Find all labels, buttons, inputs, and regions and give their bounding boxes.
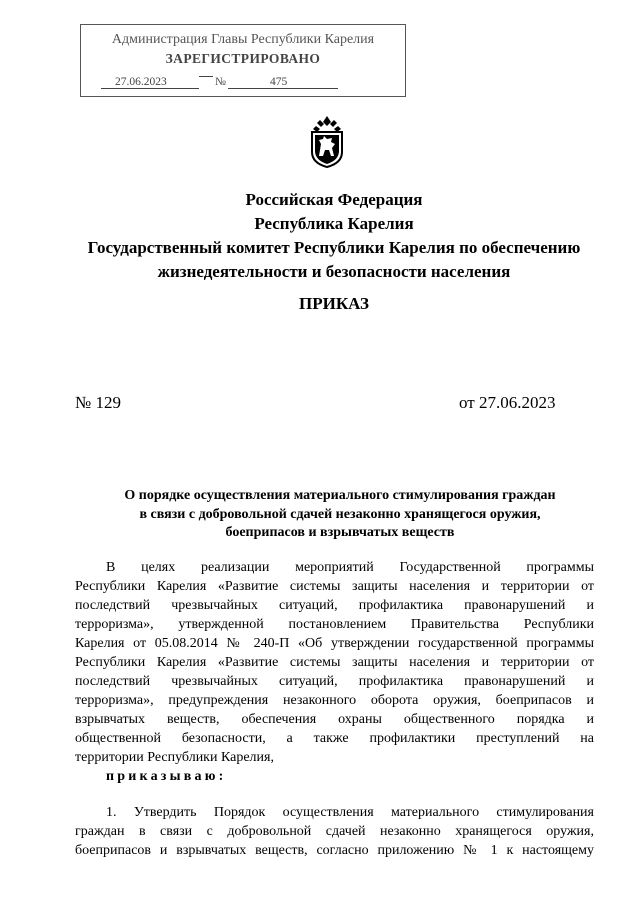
- stamp-registration-line: [101, 76, 399, 92]
- preamble-line: общественной безопасности, а также профилактики преступлений на: [75, 731, 594, 746]
- stamp-date: 27.06.2023: [101, 76, 199, 89]
- subject-line: боеприпасов и взрывчатых веществ: [225, 525, 455, 540]
- header-committee-line2: жизнедеятельности и безопасности населения: [157, 262, 511, 281]
- item-1-line: боеприпасов и взрывчатых веществ, согласно приложению № 1 к настоящему: [75, 843, 594, 858]
- preamble-line: Республики Карелия «Развитие системы защиты населения и территории от: [75, 579, 594, 594]
- preamble-line: последствий чрезвычайных ситуаций, профилактика правонарушений и: [75, 598, 594, 613]
- stamp-number: 475: [228, 76, 338, 89]
- header-republic: Республика Карелия: [254, 214, 414, 233]
- karelia-coat-of-arms-icon: [307, 114, 347, 168]
- preamble-line: В целях реализации мероприятий Государственной программы: [106, 560, 594, 575]
- order-subject: [80, 487, 600, 543]
- document-type: ПРИКАЗ: [299, 294, 369, 313]
- stamp-authority: Администрация Главы Республики Карелия: [111, 32, 375, 47]
- preamble-line: последствий чрезвычайных ситуаций, профилактика правонарушений и: [75, 674, 594, 689]
- item-1-line: граждан в связи с добровольной сдачей незаконно хранящегося оружия,: [75, 824, 594, 839]
- header-committee-line1: Государственный комитет Республики Карелия по обеспечению: [87, 238, 581, 257]
- preamble-line: терроризма», предупреждения незаконного оборота оружия, боеприпасов и: [75, 693, 594, 708]
- stamp-registered-label: ЗАРЕГИСТРИРОВАНО: [165, 51, 321, 66]
- stamp-number-label: №: [215, 76, 226, 88]
- preamble-line: взрывчатых веществ, обеспечения охраны общественного порядка и: [75, 712, 594, 727]
- registration-stamp: [80, 24, 406, 97]
- preamble-line: терроризма», утвержденной постановлением Правительства Республики: [75, 617, 594, 632]
- order-word: приказываю:: [106, 769, 227, 784]
- order-number: № 129: [75, 393, 121, 412]
- item-1-line: 1. Утвердить Порядок осуществления материального стимулирования: [106, 805, 594, 820]
- preamble-line: территории Республики Карелия,: [75, 750, 274, 765]
- header-country: Российская Федерация: [245, 190, 423, 209]
- preamble-line: Республики Карелия «Развитие системы защиты населения и территории от: [75, 655, 594, 670]
- subject-line: О порядке осуществления материального стимулирования граждан: [124, 488, 556, 503]
- order-date: от 27.06.2023: [459, 393, 556, 412]
- preamble-line: Карелия от 05.08.2014 № 240-П «Об утверждении государственной программы: [75, 636, 594, 651]
- subject-line: в связи с добровольной сдачей незаконно хранящегося оружия,: [139, 506, 541, 522]
